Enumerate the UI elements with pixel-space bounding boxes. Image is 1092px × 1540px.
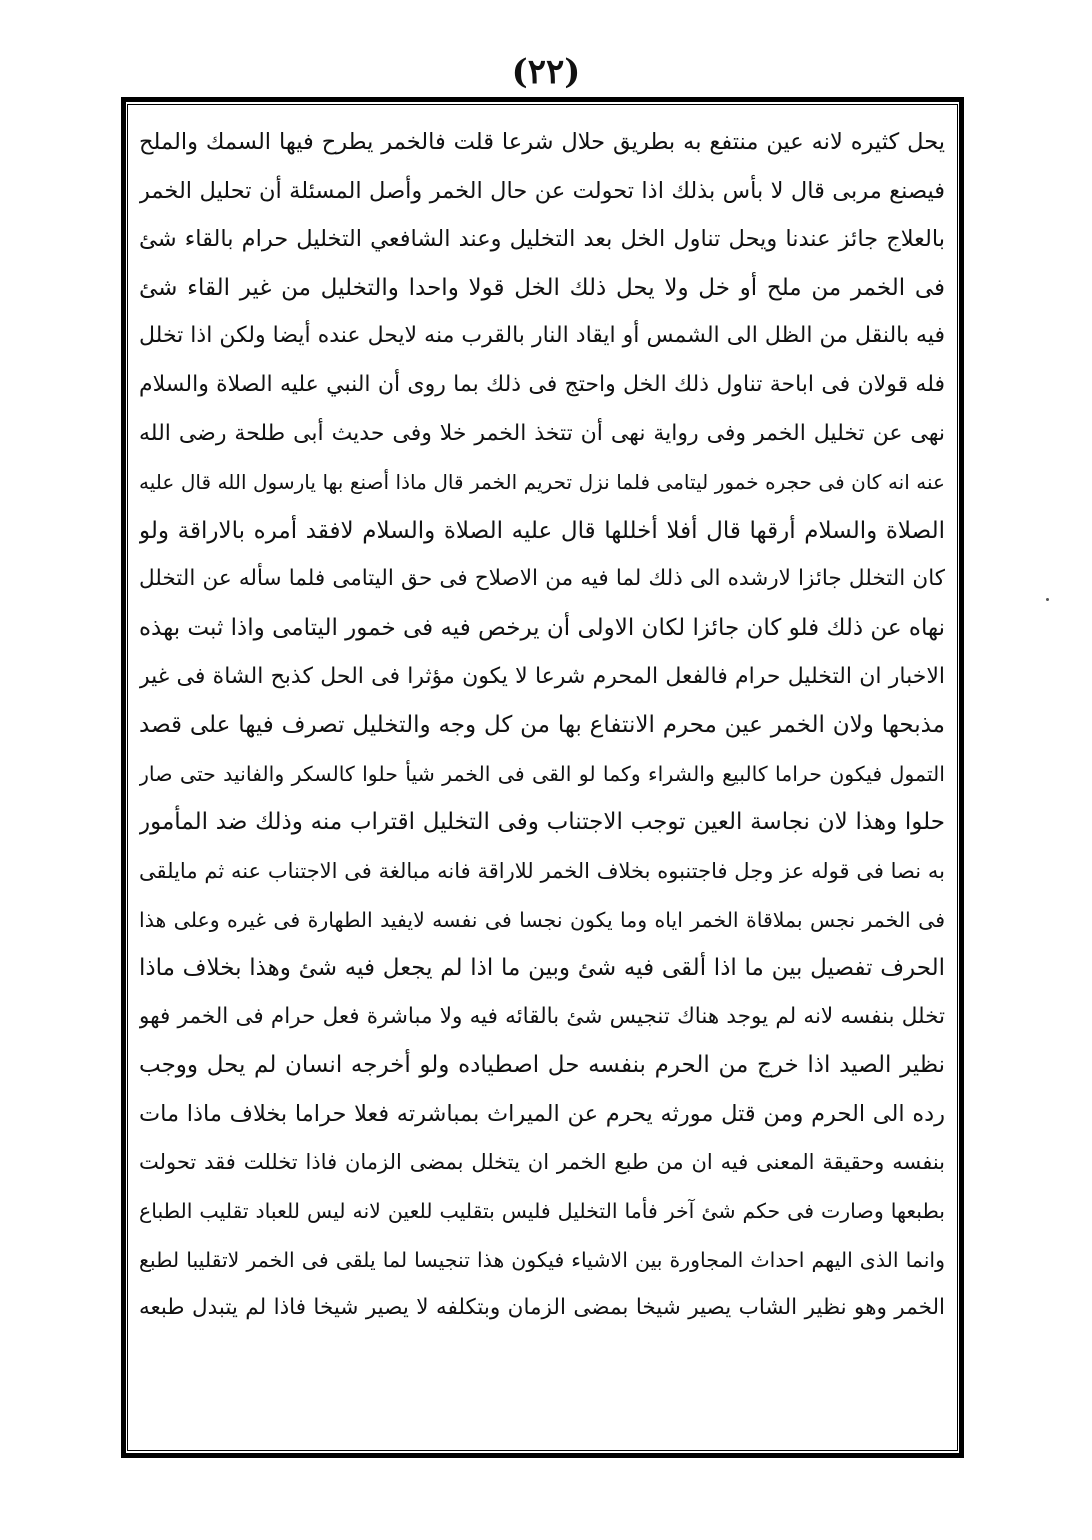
text-line: رده الى الحرم ومن قتل مورثه يحرم عن الميراث بمباشرته فعلا حراما بخلاف ماذا مات — [139, 1100, 945, 1127]
text-line: نهاه عن ذلك فلو كان جائزا لكان الاولى أن يرخص فيه فى خمور اليتامى واذا ثبت بهذه — [139, 614, 945, 641]
text-line: الخمر وهو نظير الشاب يصير شيخا بمضى الزمان وبتكلفه لا يصير شيخا فاذا لم يتبدل طبعه — [139, 1295, 945, 1321]
text-line: فى الخمر نجس بملاقاة الخمر اياه وما يكون نجسا فى نفسه لايفيد الطهارة فى غيره وعلى هذا — [139, 907, 945, 932]
text-line: نهى عن تخليل الخمر وفى رواية نهى أن تتخذ الخمر خلا وفى حديث أبى طلحة رضى الله — [139, 420, 945, 446]
page-number: (٢٢) — [511, 52, 581, 92]
text-line: به نصا فى قوله عز وجل فاجتنبوه بخلاف الخمر للاراقة فانه مبالغة فى الاجتناب عنه ثم مايلقى — [139, 858, 945, 883]
text-line: الاخبار ان التخليل حرام فالفعل المحرم شرعا لا يكون مؤثرا فى الحل كذبح الشاة فى غير — [139, 663, 945, 689]
text-line: حلوا وهذا لان نجاسة العين توجب الاجتناب وفى التخليل اقتراب منه وذلك ضد المأمور — [139, 809, 945, 836]
text-line: فيصنع مربى قال لا بأس بذلك اذا تحولت عن حال الخمر وأصل المسئلة أن تحليل الخمر — [139, 177, 945, 204]
text-line: عنه انه كان فى حجره خمور ليتامى فلما نزل تحريم الخمر قال ماذا أصنع بها يارسول الله قال عليه — [139, 470, 945, 495]
ink-speck — [1046, 598, 1049, 601]
text-line: بطبعها وصارت فى حكم شئ آخر فأما التخليل فليس بتقليب للعين لانه ليس للعباد تقليب الطباع — [139, 1199, 945, 1224]
text-line: وانما الذى اليهم احداث المجاورة بين الاشياء فيكون هذا تنجيسا لما يلقى فى الخمر لاتقليبا لطبع — [139, 1247, 945, 1272]
text-line: يحل كثيره لانه عين منتفع به بطريق حلال شرعا قلت فالخمر يطرح فيها السمك والملح — [139, 129, 945, 155]
text-line: فى الخمر من ملح أو خل ولا يحل ذلك الخل قولا واحدا والتخليل من غير القاء شئ — [139, 274, 945, 301]
text-line: مذبحها ولان الخمر عين محرم الانتفاع بها من كل وجه والتخليل تصرف فيها على قصد — [139, 712, 945, 739]
text-body — [139, 118, 945, 1446]
text-line: الحرف تفصيل بين ما اذا ألقى فيه شئ وبين ما اذا لم يجعل فيه شئ وهذا بخلاف ماذا — [139, 955, 945, 982]
text-line: فيه بالنقل من الظل الى الشمس أو ايقاد النار بالقرب منه لايحل عنده أيضا ولكن اذا تخلل — [139, 323, 945, 349]
text-line: التمول فيكون حراما كالبيع والشراء وكما لو القى فى الخمر شيأ حلوا كالسكر والفانيد حتى صار — [139, 761, 945, 786]
text-line: كان التخلل جائزا لارشده الى ذلك لما فيه من الاصلاح فى حق اليتامى فلما سأله عن التخلل — [139, 566, 945, 592]
text-line: فله قولان فى اباحة تناول ذلك الخل واحتج فى ذلك بما روى أن النبي عليه الصلاة والسلام — [139, 371, 945, 397]
text-line: بالعلاج جائز عندنا ويحل تناول الخل بعد التخليل وعند الشافعي التخليل حرام بالقاء شئ — [139, 226, 945, 253]
text-line: تخلل بنفسه لانه لم يوجد هناك تنجيس شئ بالقائه فيه ولا مباشرة فعل حرام فى الخمر فهو — [139, 1003, 945, 1029]
text-line: نظير الصيد اذا خرج من الحرم بنفسه حل اصطياده ولو أخرجه انسان لم يحل ووجب — [139, 1052, 945, 1079]
text-line: بنفسه وحقيقة المعنى فيه ان من طبع الخمر ان يتخلل بمضى الزمان فاذا تخللت فقد تحولت — [139, 1150, 945, 1175]
text-line: الصلاة والسلام أرقها قال أفلا أخللها قال عليه الصلاة والسلام لافقد أمره بالاراقة ولو — [139, 517, 945, 544]
